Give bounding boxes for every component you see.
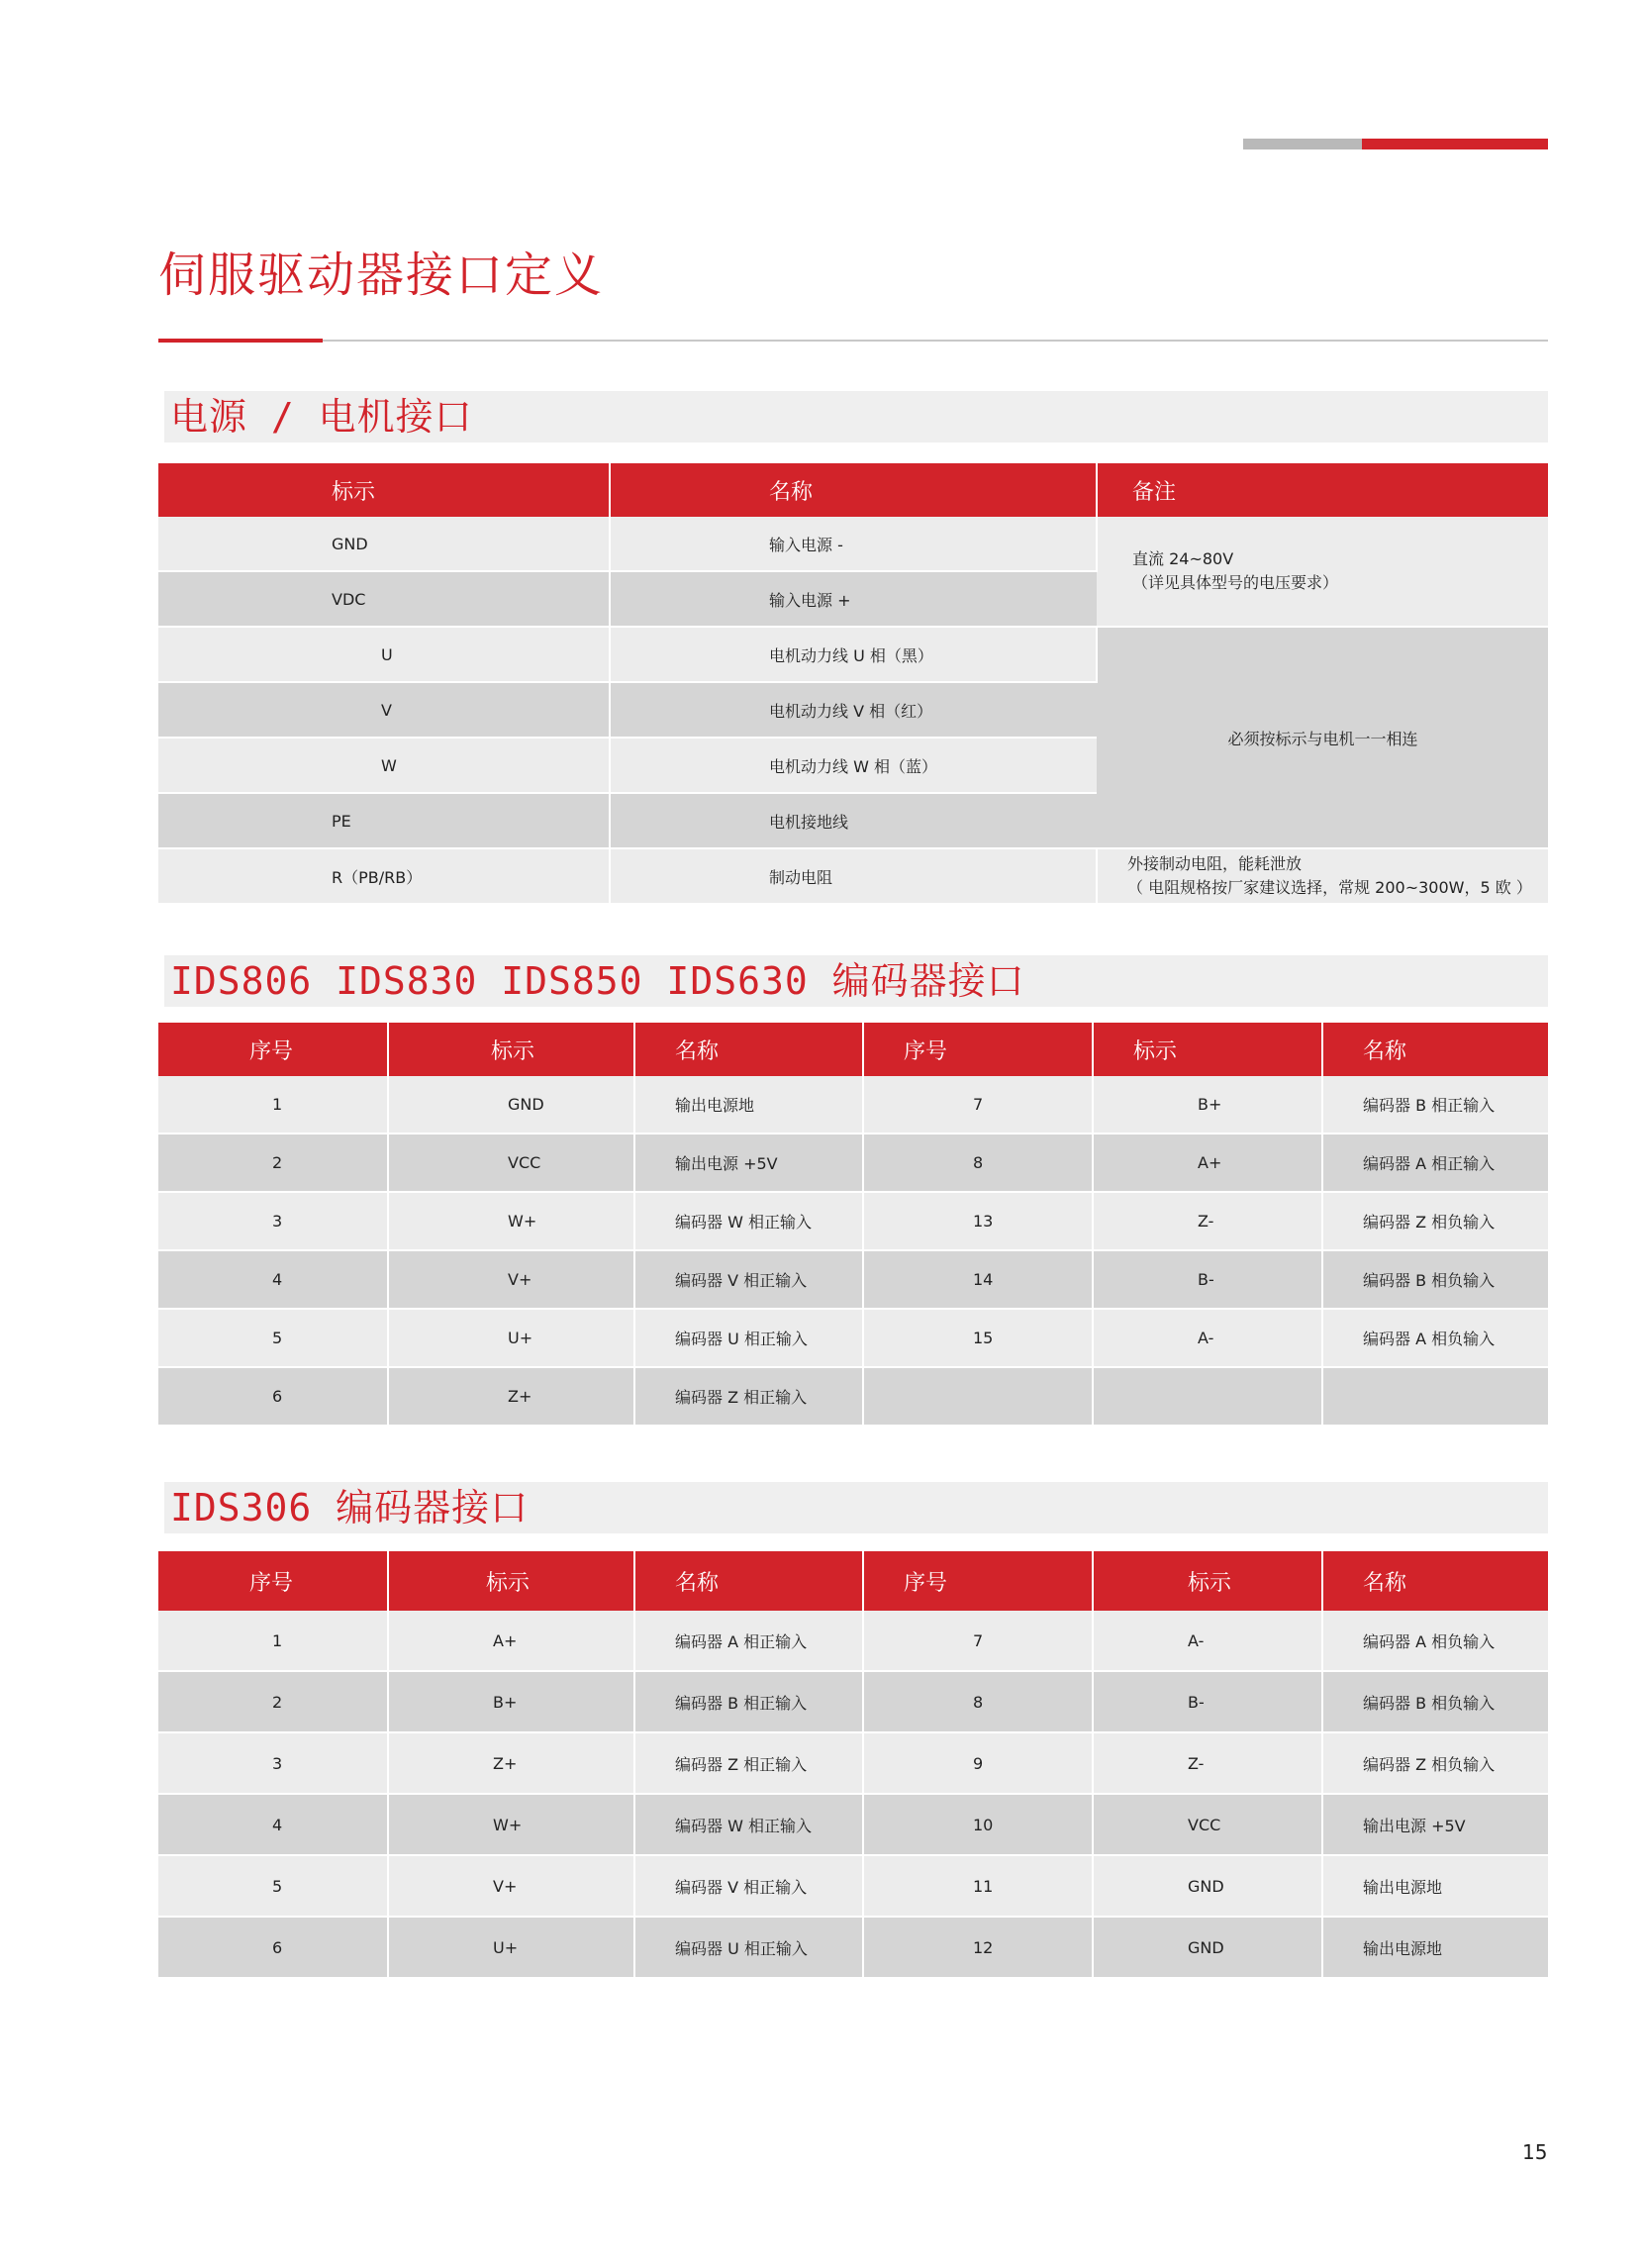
cell-name: 输入电源 + [610,571,1097,627]
note-dc-line2: （详见具体型号的电压要求） [1132,573,1339,592]
cell-n2: 8 [863,1671,1093,1732]
table-row [158,1794,1548,1855]
cell-m1: W+ [388,1794,634,1855]
cell-n1: 5 [158,1855,388,1917]
cell-m2: B- [1093,1250,1322,1309]
cell-m1: A+ [388,1611,634,1671]
cell-d1: 编码器 A 相正输入 [634,1611,863,1671]
cell-n1: 6 [158,1917,388,1978]
header-name-2: 名称 [1322,1023,1548,1076]
cell-d2: 编码器 A 相负输入 [1322,1611,1548,1671]
power-motor-table [158,463,1548,905]
cell-n2: 7 [863,1611,1093,1671]
cell-d2: 编码器 B 相正输入 [1322,1076,1548,1134]
header-mark: 标示 [158,463,610,517]
cell-m2: A+ [1093,1134,1322,1192]
cell-m2: B+ [1093,1076,1322,1134]
page-title: 伺服驱动器接口定义 [158,247,605,303]
cell-name: 输入电源 - [610,517,1097,571]
cell-d1: 编码器 Z 相正输入 [634,1732,863,1794]
note-dc-line1: 直流 24~80V [1132,549,1234,568]
cell-n2: 10 [863,1794,1093,1855]
page-number: 15 [1522,2140,1548,2164]
cell-d2: 编码器 Z 相负输入 [1322,1192,1548,1250]
header-mark-2: 标示 [1093,1023,1322,1076]
cell-m1: U+ [388,1917,634,1978]
table-row [158,1611,1548,1671]
table-row [158,1732,1548,1794]
cell-d2: 输出电源地 [1322,1855,1548,1917]
encoder-b-table [158,1551,1548,1979]
cell-d2: 输出电源 +5V [1322,1794,1548,1855]
cell-m1: B+ [388,1671,634,1732]
cell-d1: 编码器 B 相正输入 [634,1671,863,1732]
cell-d1: 编码器 V 相正输入 [634,1250,863,1309]
cell-d2: 编码器 A 相正输入 [1322,1134,1548,1192]
header-seq-2: 序号 [863,1551,1093,1611]
encoder-a-table [158,1023,1548,1427]
table-row [158,1192,1548,1250]
cell-d2: 编码器 B 相负输入 [1322,1671,1548,1732]
header-mark-1: 标示 [388,1023,634,1076]
note-brake-resistor [1097,848,1548,904]
note-motor-wiring: 必须按标示与电机一一相连 [1097,627,1548,848]
title-divider [158,340,1548,342]
table-row [158,517,1548,571]
cell-m2: Z- [1093,1192,1322,1250]
cell-n2 [863,1367,1093,1426]
cell-n1: 2 [158,1671,388,1732]
cell-name: 电机动力线 W 相（蓝） [610,738,1097,793]
power-section-title: 电源 / 电机接口 [170,395,473,439]
cell-d2: 输出电源地 [1322,1917,1548,1978]
cell-name: 制动电阻 [610,848,1097,904]
cell-d2: 编码器 B 相负输入 [1322,1250,1548,1309]
table-header-row [158,463,1548,517]
cell-m1: W+ [388,1192,634,1250]
top-accent-bar [1243,139,1548,149]
cell-m2: A- [1093,1611,1322,1671]
cell-d1: 编码器 W 相正输入 [634,1192,863,1250]
cell-d2: 编码器 A 相负输入 [1322,1309,1548,1367]
cell-m1: Z+ [388,1732,634,1794]
header-name-2: 名称 [1322,1551,1548,1611]
header-mark-2: 标示 [1093,1551,1322,1611]
cell-m1: V+ [388,1855,634,1917]
table-row [158,1917,1548,1978]
table-row [158,1367,1548,1426]
cell-n2: 8 [863,1134,1093,1192]
cell-n2: 12 [863,1917,1093,1978]
cell-m2: A- [1093,1309,1322,1367]
cell-n2: 15 [863,1309,1093,1367]
encoder-b-section-header [164,1482,1548,1533]
table-row [158,1076,1548,1134]
cell-m1: V+ [388,1250,634,1309]
title-divider-accent [158,339,323,343]
header-seq-1: 序号 [158,1023,388,1076]
cell-mark: GND [158,517,610,571]
cell-n1: 2 [158,1134,388,1192]
cell-mark: U [158,627,610,682]
cell-n2: 7 [863,1076,1093,1134]
cell-m2: GND [1093,1917,1322,1978]
top-accent-bar-red [1362,139,1548,149]
cell-m1: Z+ [388,1367,634,1426]
table-header-row [158,1551,1548,1611]
cell-n2: 13 [863,1192,1093,1250]
cell-n2: 11 [863,1855,1093,1917]
cell-m2: GND [1093,1855,1322,1917]
cell-mark: R（PB/RB） [158,848,610,904]
cell-d1: 编码器 U 相正输入 [634,1309,863,1367]
note-dc-input [1097,517,1548,627]
cell-mark: V [158,682,610,738]
cell-n1: 1 [158,1611,388,1671]
header-name-1: 名称 [634,1551,863,1611]
table-row [158,1250,1548,1309]
cell-m1: U+ [388,1309,634,1367]
cell-d1: 编码器 W 相正输入 [634,1794,863,1855]
cell-m2: VCC [1093,1794,1322,1855]
header-seq-2: 序号 [863,1023,1093,1076]
cell-m2: B- [1093,1671,1322,1732]
cell-n2: 14 [863,1250,1093,1309]
power-section-header [164,391,1548,443]
top-accent-bar-gray [1243,139,1362,149]
cell-d1: 编码器 U 相正输入 [634,1917,863,1978]
table-row [158,1671,1548,1732]
table-row [158,1309,1548,1367]
cell-m1: GND [388,1076,634,1134]
cell-m2 [1093,1367,1322,1426]
cell-d1: 编码器 Z 相正输入 [634,1367,863,1426]
encoder-a-section-title: IDS806 IDS830 IDS850 IDS630 编码器接口 [170,959,1025,1003]
cell-mark: PE [158,793,610,848]
table-row [158,627,1548,682]
header-mark-1: 标示 [388,1551,634,1611]
table-row [158,1134,1548,1192]
encoder-b-section-title: IDS306 编码器接口 [170,1486,530,1529]
cell-m1: VCC [388,1134,634,1192]
encoder-a-section-header [164,955,1548,1007]
cell-n1: 3 [158,1192,388,1250]
cell-name: 电机接地线 [610,793,1097,848]
header-name-1: 名称 [634,1023,863,1076]
cell-n1: 6 [158,1367,388,1426]
cell-n1: 5 [158,1309,388,1367]
cell-d2 [1322,1367,1548,1426]
table-row [158,1855,1548,1917]
cell-name: 电机动力线 U 相（黑） [610,627,1097,682]
cell-d1: 输出电源 +5V [634,1134,863,1192]
cell-d1: 编码器 V 相正输入 [634,1855,863,1917]
cell-d2: 编码器 Z 相负输入 [1322,1732,1548,1794]
cell-name: 电机动力线 V 相（红） [610,682,1097,738]
cell-m2: Z- [1093,1732,1322,1794]
cell-n2: 9 [863,1732,1093,1794]
cell-n1: 1 [158,1076,388,1134]
header-name: 名称 [610,463,1097,517]
cell-d1: 输出电源地 [634,1076,863,1134]
cell-n1: 4 [158,1794,388,1855]
note-brake-line1: 外接制动电阻，能耗泄放 [1127,854,1303,873]
cell-n1: 4 [158,1250,388,1309]
cell-n1: 3 [158,1732,388,1794]
table-header-row [158,1023,1548,1076]
cell-mark: VDC [158,571,610,627]
cell-mark: W [158,738,610,793]
header-note: 备注 [1097,463,1548,517]
header-seq-1: 序号 [158,1551,388,1611]
note-brake-line2: （ 电阻规格按厂家建议选择，常规 200~300W，5 欧 ） [1127,878,1532,897]
table-row [158,848,1548,904]
